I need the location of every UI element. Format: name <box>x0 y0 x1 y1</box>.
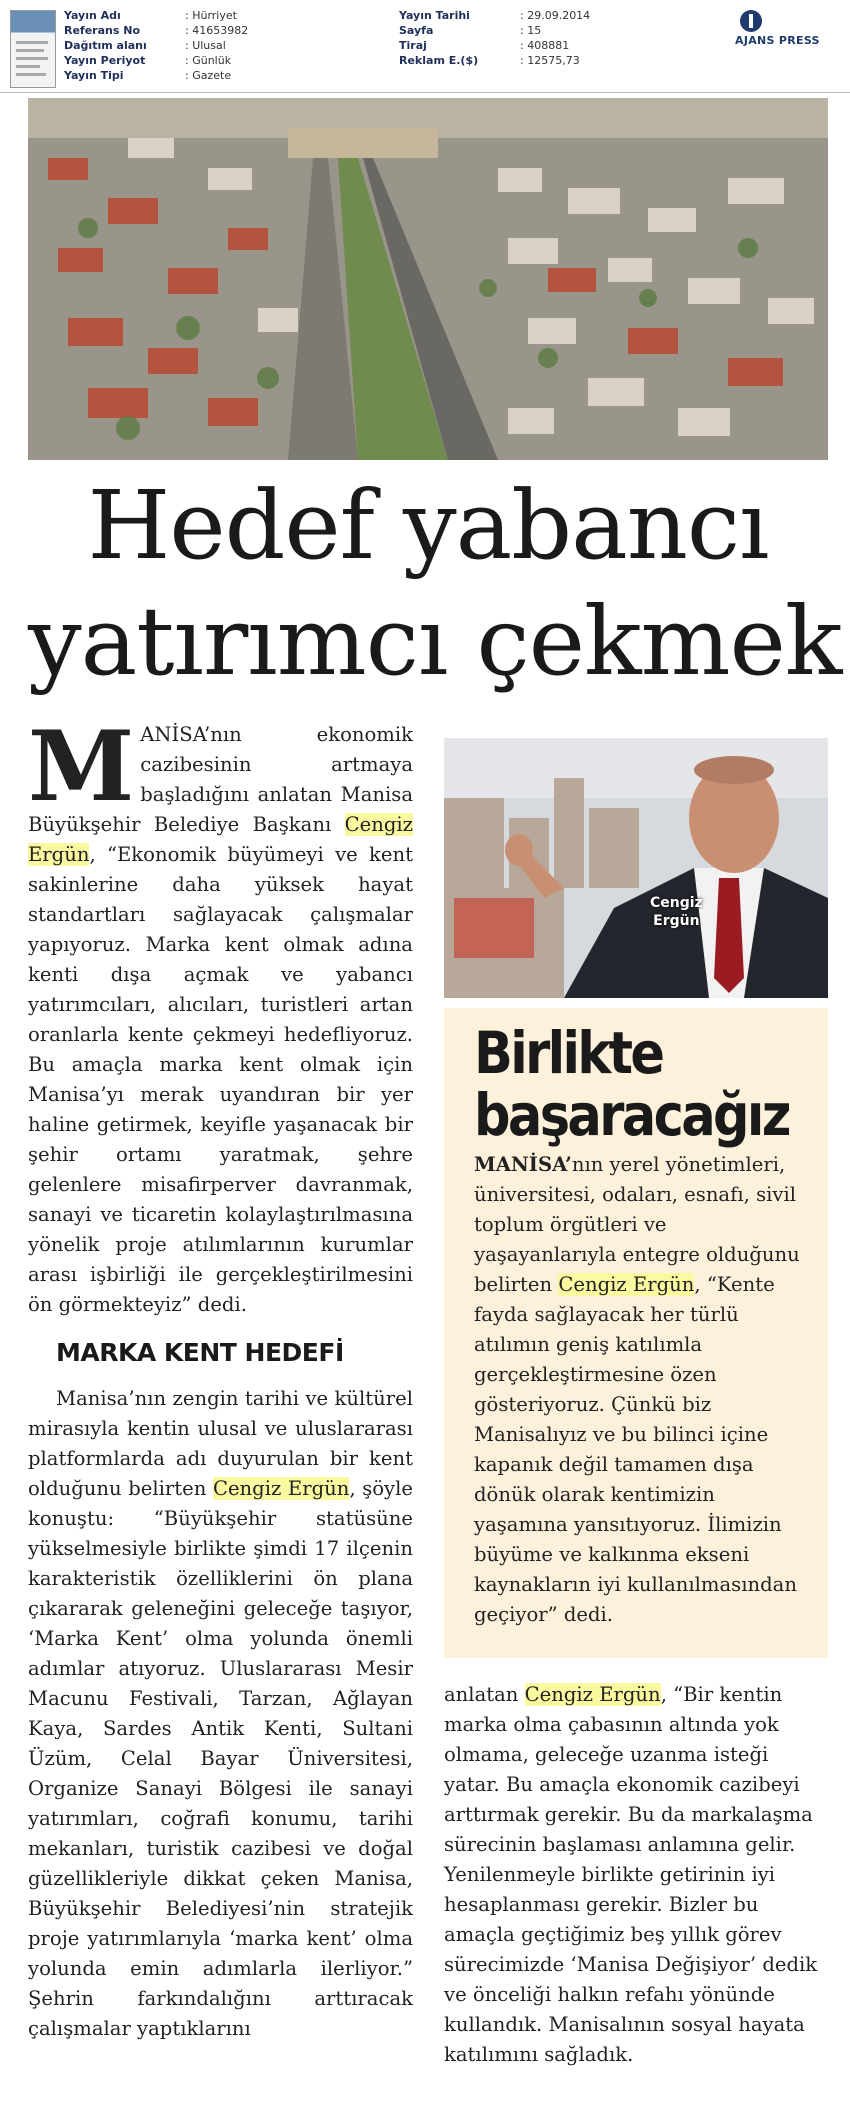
sidebar-text <box>474 1150 814 1630</box>
caption-line-1: Cengiz <box>650 895 703 911</box>
aerial-city-photo <box>28 98 828 460</box>
meta-value: : 408881 <box>520 39 570 52</box>
meta-value: : Günlük <box>185 54 232 67</box>
continuation-paragraph <box>444 1680 828 2070</box>
headline-line-1: Hedef yabancı <box>87 471 769 581</box>
sidebar-box <box>444 1008 828 1658</box>
meta-value: : 12575,73 <box>520 54 580 67</box>
headline-line-2: yatırımcı çekmek <box>28 587 842 697</box>
highlighted-name: Cengiz Ergün <box>28 813 413 866</box>
body-text-part-1: Manisa’nın zengin tarihi ve kültürel mirasıyla kentin ulusal ve uluslararası platformlarda adı duyurulan bir kent olduğunu belirten <box>28 1387 413 1500</box>
meta-label: Tiraj <box>399 39 427 52</box>
lead-text-part-1: ANİSA’nın ekonomik cazibesinin artmaya başladığını anlatan Manisa Büyükşehir Belediye Başkanı <box>28 723 413 836</box>
clipping-header <box>0 0 850 93</box>
sidebar-text-part-2: , “Kente fayda sağlayacak her türlü atılımın geniş katılımla gerçekleştirmesine özen gösteriyoruz. Çünkü biz Manisalıyız ve bu bilinci içine kapanık değil tamamen dışa dönük olarak kentimizin yaşamına yansıtıyoruz. İlimizin büyüme ve kalkınma ekseni kaynakların iyi kullanılmasından geçiyor” dedi. <box>474 1273 797 1626</box>
meta-label: Reklam E.($) <box>399 54 479 67</box>
continuation-text-part-1: anlatan <box>444 1683 525 1706</box>
page-thumbnail <box>10 10 56 88</box>
meta-value: : 29.09.2014 <box>520 9 591 22</box>
sidebar-text-part-1: nın yerel yönetimleri, üniversitesi, odaları, esnafı, sivil toplum örgütleri ve yaşayanlarıyla entegre olduğunu belirten <box>474 1153 800 1296</box>
sidebar-title-line-1: Birlikte <box>474 1019 663 1087</box>
meta-right <box>399 8 640 68</box>
meta-left <box>64 8 395 83</box>
meta-label: Yayın Adı <box>64 9 121 22</box>
meta-label: Yayın Periyot <box>64 54 146 67</box>
highlighted-name: Cengiz Ergün <box>212 1477 350 1500</box>
meta-value: : Hürriyet <box>185 9 237 22</box>
logo-mark-icon <box>740 10 762 32</box>
meta-value: : Ulusal <box>185 39 226 52</box>
lead-paragraph <box>28 710 413 1320</box>
sidebar-lead-bold: MANİSA’ <box>474 1153 572 1176</box>
body-paragraph <box>28 1384 413 2044</box>
highlighted-name: Cengiz Ergün <box>524 1683 661 1706</box>
drop-cap: M <box>28 710 135 823</box>
meta-label: Yayın Tarihi <box>399 9 470 22</box>
caption-line-2: Ergün <box>653 913 700 929</box>
lead-text-part-2: , “Ekonomik büyümeyi ve kent sakinlerine daha yüksek hayat standartları sağlayacak çalışmalar yapıyoruz. Marka kent olmak adına kenti dışa açmak ve yabancı yatırımcıları, alıcıları, turistleri artan oranlarla kente çekmeyi hedefliyoruz. Bu amaçla marka kent olmak için Manisa’yı merak uyandıran bir yer haline getirmek, keyifle yaşanacak bir şehir ortamı yaratmak, şehre gelenlere misafirperver davranmak, sanayi ve ticaretin kolaylaştırılmasına yönelik proje atılımlarının kurumlar arası işbirliği ile gerçekleştirilmesini ön görmekteyiz” dedi. <box>28 843 413 1316</box>
continuation-text-part-2: , “Bir kentin marka olma çabasının altında yok olmama, geleceğe uzanma isteği yatar. Bu amaçla ekonomik cazibeyi arttırmak gerekir. Bu da markalaşma sürecinin başlaması anlamına gelir. Yenilenmeyle birlikte getirinin iyi hesaplanması gerekir. Bizler bu amaçla geçtiğimiz beş yıllık görev sürecimizde ‘Manisa Değişiyor’ dedik ve önceliği halkın refahı yönünde kullandık. Manisalının sosyal hayata katılımını sağladık. <box>444 1683 818 2066</box>
logo-text: AJANS PRESS <box>735 34 820 47</box>
meta-label: Sayfa <box>399 24 434 37</box>
meta-label: Referans No <box>64 24 140 37</box>
body-text-part-2: , şöyle konuştu: “Büyükşehir statüsüne yükselmesiyle birlikte şimdi 17 ilçenin karakteristik özelliklerini ön plana çıkararak geleneğini geleceğe taşıyor, ‘Marka Kent’ olma yolunda önemli adımlar atıyoruz. Uluslararası Mesir Macunu Festivali, Tarzan, Ağlayan Kaya, Sardes Antik Kenti, Sultani Üzüm, Celal Bayar Üniversitesi, Organize Sanayi Bölgesi ile sanayi yatırımları, coğrafi konumu, tarihi mekanları, turistik cazibesi ve doğal güzellikleriyle dikkat çeken Manisa, Büyükşehir Belediyesi’nin stratejik proje yatırımlarıyla ‘marka kent’ olma yolunda emin adımlarla ilerliyor.” Şehrin farkındalığını arttıracak çalışmalar yaptıklarını <box>28 1477 413 2040</box>
subheading: MARKA KENT HEDEFİ <box>56 1338 344 1367</box>
highlighted-name: Cengiz Ergün <box>558 1273 695 1296</box>
meta-value: : 41653982 <box>185 24 249 37</box>
sidebar-paragraph <box>474 1150 814 1630</box>
sidebar-title-line-2: başaracağız <box>474 1081 789 1149</box>
sidebar-title <box>474 1019 789 1149</box>
article-left-column <box>28 710 413 2044</box>
meta-value: : 15 <box>520 24 542 37</box>
ajans-press-logo <box>735 10 835 50</box>
portrait-photo <box>444 738 828 998</box>
meta-label: Yayın Tipi <box>64 69 124 82</box>
article-right-column <box>444 1680 828 2070</box>
meta-value: : Gazete <box>185 69 232 82</box>
photo-caption <box>650 894 703 930</box>
meta-label: Dağıtım alanı <box>64 39 147 52</box>
